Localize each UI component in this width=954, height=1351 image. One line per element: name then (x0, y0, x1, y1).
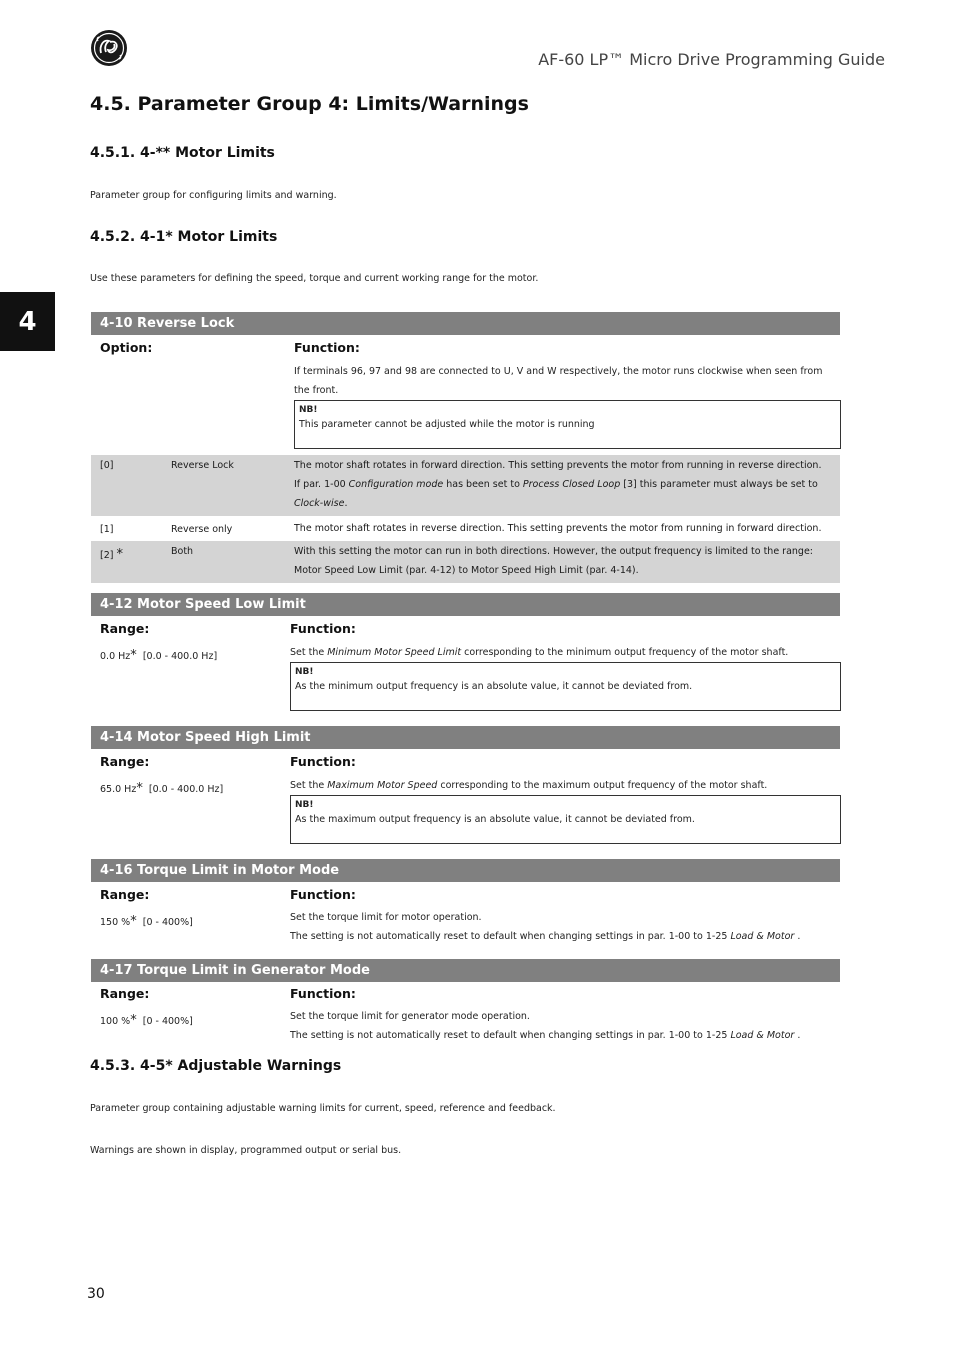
param-4-17-range: 100 %* [0 - 400%] (100, 1013, 193, 1028)
function-label: Function: (290, 887, 356, 902)
sub2-text: Use these parameters for defining the speed, torque and current working range for the motor. (90, 273, 539, 284)
function-label: Function: (290, 754, 356, 769)
option-description: The motor shaft rotates in reverse direction. This setting prevents the motor from running in forward direction. (294, 523, 822, 534)
option-description (294, 456, 840, 513)
chapter-tab: 4 (0, 292, 55, 351)
range-label: Range: (100, 754, 150, 769)
sub3-text2: Warnings are shown in display, programmed output or serial bus. (90, 1145, 402, 1156)
option-row-2 (91, 541, 840, 583)
nb-text: This parameter cannot be adjusted while the motor is running (299, 419, 595, 430)
param-4-12-header: 4-12 Motor Speed Low Limit (91, 593, 840, 616)
range-label: Range: (100, 621, 150, 636)
nb-label: NB! (295, 667, 314, 677)
description-line1: Set the torque limit for motor operation. (290, 912, 482, 923)
option-description: With this setting the motor can run in both directions. However, the output frequency is limited to the range: Motor Speed Low Limit (par. 4-12) to Motor Speed High Limit (par. 4-14). (294, 546, 814, 576)
option-code: [1] (100, 524, 114, 535)
guide-title: AF-60 LP™ Micro Drive Programming Guide (538, 50, 885, 69)
param-4-12-description: Set the Minimum Motor Speed Limit corresponding to the minimum output frequency of the motor shaft. (290, 647, 789, 658)
option-row-0 (91, 455, 840, 516)
param-4-17-header: 4-17 Torque Limit in Generator Mode (91, 959, 840, 982)
section-title: 4.5. Parameter Group 4: Limits/Warnings (90, 93, 529, 115)
function-label: Function: (290, 621, 356, 636)
param-4-10-intro: If terminals 96, 97 and 98 are connected to U, V and W respectively, the motor runs clockwise when seen from the front. (294, 366, 823, 396)
param-4-10-header: 4-10 Reverse Lock (91, 312, 840, 335)
param-4-16-header: 4-16 Torque Limit in Motor Mode (91, 859, 840, 882)
param-4-14-header: 4-14 Motor Speed High Limit (91, 726, 840, 749)
nb-text: As the minimum output frequency is an absolute value, it cannot be deviated from. (295, 681, 693, 692)
option-label: Option: (100, 340, 153, 355)
description-line2: The setting is not automatically reset to default when changing settings in par. 1-00 to 1-25 Load & Motor . (290, 1030, 801, 1041)
nb-label: NB! (299, 405, 318, 415)
param-4-12-range: 0.0 Hz* [0.0 - 400.0 Hz] (100, 648, 218, 663)
sub1-text: Parameter group for configuring limits and warning. (90, 190, 337, 201)
param-4-14-description: Set the Maximum Motor Speed corresponding to the maximum output frequency of the motor shaft. (290, 780, 768, 791)
option-desc-line1: The motor shaft rotates in forward direction. This setting prevents the motor from running in reverse direction. (294, 460, 822, 471)
page-number: 30 (87, 1286, 105, 1302)
sub3-title: 4.5.3. 4-5* Adjustable Warnings (90, 1058, 342, 1074)
param-4-14-note (290, 795, 841, 844)
sub1-title: 4.5.1. 4-** Motor Limits (90, 145, 275, 161)
option-desc-line2: If par. 1-00 Configuration mode has been set to Process Closed Loop [3] this parameter must always be set to Clock-wise. (294, 479, 818, 509)
option-name: Reverse Lock (171, 460, 234, 471)
range-label: Range: (100, 887, 150, 902)
sub3-text1: Parameter group containing adjustable warning limits for current, speed, reference and feedback. (90, 1103, 556, 1114)
nb-label: NB! (295, 800, 314, 810)
option-name: Both (171, 546, 194, 557)
nb-text: As the maximum output frequency is an absolute value, it cannot be deviated from. (295, 814, 695, 825)
function-label: Function: (294, 340, 360, 355)
option-code: [0] (100, 460, 114, 471)
sub2-title: 4.5.2. 4-1* Motor Limits (90, 229, 278, 245)
param-4-16-description (290, 908, 840, 946)
description-line2: The setting is not automatically reset to default when changing settings in par. 1-00 to 1-25 Load & Motor . (290, 931, 801, 942)
param-4-14-range: 65.0 Hz* [0.0 - 400.0 Hz] (100, 781, 224, 796)
param-4-12-note (290, 662, 841, 711)
option-code: [2] * (100, 547, 123, 562)
param-4-10-note (294, 400, 841, 449)
param-4-17-description (290, 1007, 840, 1045)
ge-logo-icon (90, 29, 128, 67)
function-label: Function: (290, 986, 356, 1001)
param-4-16-range: 150 %* [0 - 400%] (100, 914, 193, 929)
option-row-1 (91, 518, 840, 540)
description-line1: Set the torque limit for generator mode operation. (290, 1011, 530, 1022)
option-name: Reverse only (171, 524, 233, 535)
range-label: Range: (100, 986, 150, 1001)
